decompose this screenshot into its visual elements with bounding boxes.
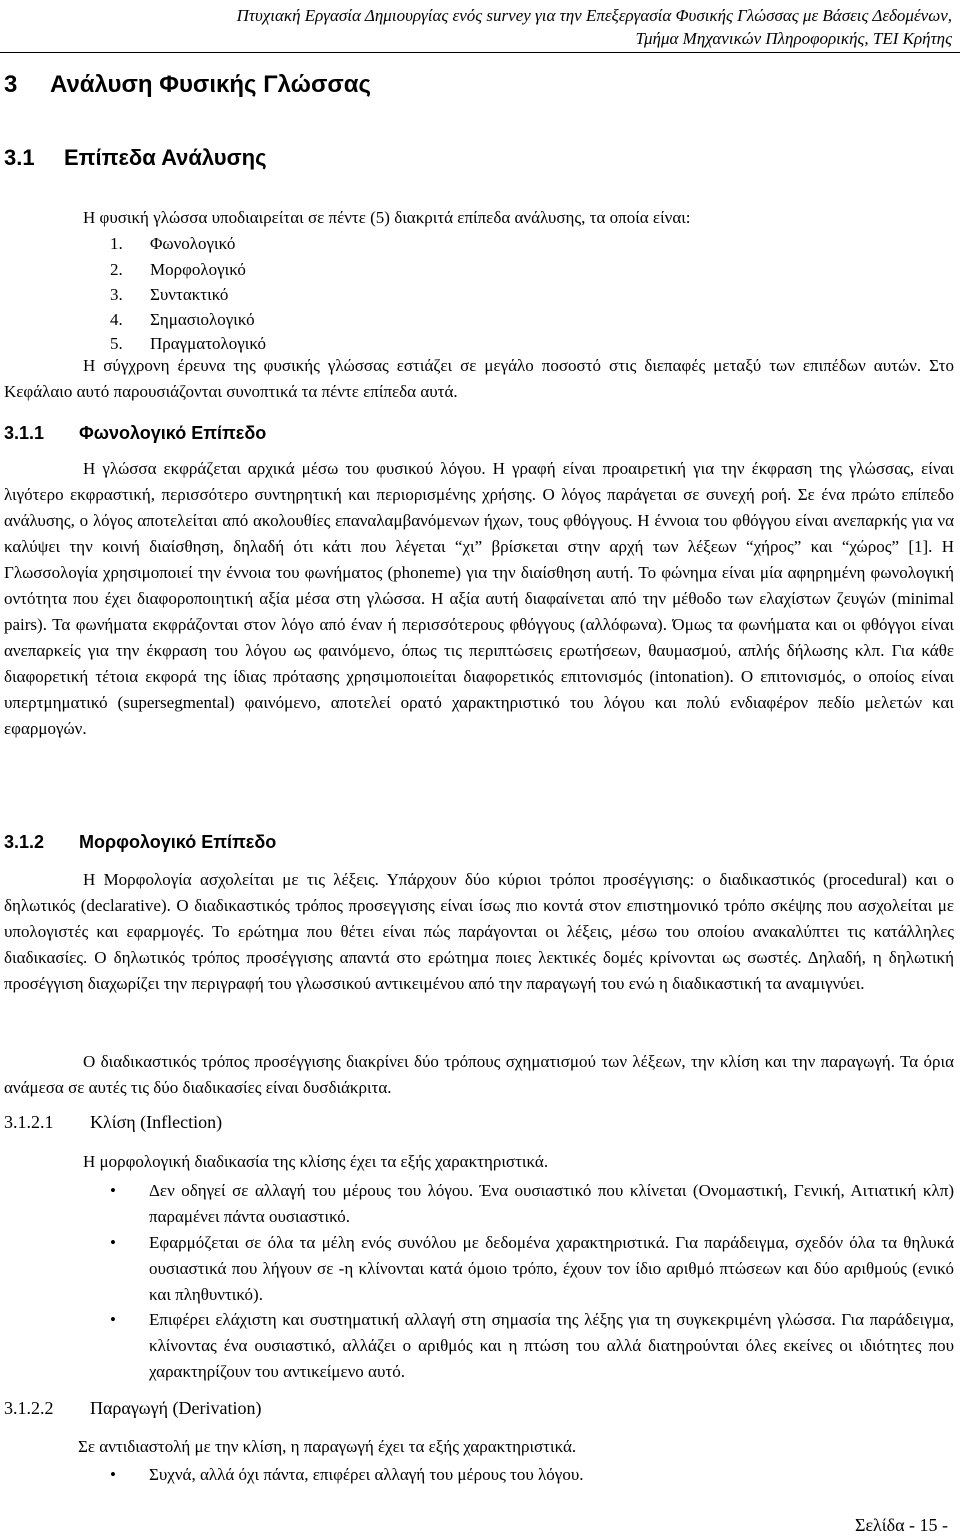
section-3-1-2-1-heading: [4, 1112, 222, 1133]
chapter-title: Ανάλυση Φυσικής Γλώσσας: [50, 71, 372, 98]
derivation-intro: Σε αντιδιαστολή με την κλίση, η παραγωγή έχει τα εξής χαρακτηριστικά.: [78, 1437, 577, 1456]
morphology-paragraph-2: Ο διαδικαστικός τρόπος προσέγγισης διακρίνει δύο τρόπους σχηματισμού των λέξεων, την κλίση και την παραγωγή. Τα όρια ανάμεσα σε αυτές τις δύο διαδικασίες είναι δυσδιάκριτα.: [4, 1052, 954, 1097]
bullet-item: [110, 1462, 954, 1488]
bullet-item: [110, 1307, 954, 1385]
section-3-1-2-heading: [4, 832, 276, 853]
chapter-number: 3: [4, 71, 18, 98]
chapter-heading: [4, 71, 371, 99]
section-title: Επίπεδα Ανάλυσης: [64, 145, 267, 170]
section-number: 3.1.2.1: [4, 1112, 54, 1132]
bullet-text: Συχνά, αλλά όχι πάντα, επιφέρει αλλαγή του μέρους του λόγου.: [149, 1465, 584, 1484]
bullet-item: [110, 1178, 954, 1230]
section-title: Παραγωγή (Derivation): [90, 1398, 262, 1418]
list-label: Πραγματολογικό: [150, 334, 267, 353]
list-number: 5.: [110, 334, 123, 353]
section-title: Φωνολογικό Επίπεδο: [79, 423, 267, 443]
inflection-intro: Η μορφολογική διαδικασία της κλίσης έχει τα εξής χαρακτηριστικά.: [83, 1152, 549, 1171]
section-number: 3.1: [4, 145, 35, 170]
level-list-item: [110, 285, 228, 305]
list-label: Μορφολογικό: [150, 260, 246, 279]
phonology-paragraph: Η γλώσσα εκφράζεται αρχικά μέσω του φυσικού λόγου. Η γραφή είναι προαιρετική για την έκφραση της γλώσσας, είναι λιγότερο εκφραστική, περισσότερο συντηρητική και περιορισμένης χρήσης. Ο λόγος παράγεται σε συνεχή ροή. Σε ένα πρώτο επίπεδο ανάλυσης, ο λόγος αποτελείται από ακολουθίες επαναλαμβανόμενων ήχων, τους φθόγγους. Η έννοια του φθόγγου είναι ανεπαρκής για να καλύψει την κοινή διαίσθηση, δηλαδή ότι κάτι που λέγεται “χι” βρίσκεται στην αρχή των λέξεων “χήρος” και “χώρος” [1]. Η Γλωσσολογία χρησιμοποιεί την έννοια του φωνήματος (phoneme) για την διαίσθηση αυτή. Το φώνημα είναι μία αφηρημένη φωνολογική οντότητα που έχει διαφοροποιητική αξία μέσα στη γλώσσα. Η αξία αυτή διαφαίνεται από την μέθοδο των ελαχίστων ζευγών (minimal pairs). Τα φωνήματα εκφράζονται στον λόγο από έναν ή περισσότερους φθόγγους (αλλόφωνα). Όμως τα φωνήματα και οι φθόγγοι είναι ανεπαρκείς για την έκφραση του λόγου ως φαινόμενο, όπως τις περιπτώσεις ερωτήσεων, θαυμασμού, απλής δήλωσης κλπ. Για κάθε διαφορετική τέτοια εκφορά της ίδιας πρότασης χρησιμοποιείται διαφορετικός επιτονισμός (intonation). Ο επιτονισμός, ο οποίος είναι υπερτμηματικό (supersegmental) φαινόμενο, αποτελεί ορατό χαρακτηριστικό του λόγου και πολύ ενδιαφέρον πεδίο μελετών και εφαρμογών.: [4, 459, 954, 738]
page-header: [237, 4, 952, 50]
header-line-2: Τμήμα Μηχανικών Πληροφορικής, ΤΕΙ Κρήτης: [635, 29, 952, 48]
section-number: 3.1.1: [4, 423, 45, 443]
header-line-1: Πτυχιακή Εργασία Δημιουργίας ενός survey για την Επεξεργασία Φυσικής Γλώσσας με Βάσεις Δεδομένων,: [236, 6, 952, 25]
bullet-text: Εφαρμόζεται σε όλα τα μέλη ενός συνόλου με δεδομένα χαρακτηριστικά. Για παράδειγμα, σχεδόν όλα τα θηλυκά ουσιαστικά που λήγουν σε -η κλίνονται κατά όμοιο τρόπο, έχουν τον ίδιο αριθμό πτώσεων και δύο αριθμούς (ενικό και πληθυντικό).: [149, 1233, 954, 1304]
header-rule: [0, 52, 960, 53]
section-number: 3.1.2.2: [4, 1398, 54, 1418]
list-label: Συντακτικό: [150, 285, 229, 304]
level-list-item: [110, 260, 246, 280]
bullet-text: Δεν οδηγεί σε αλλαγή του μέρους του λόγου. Ένα ουσιαστικό που κλίνεται (Ονομαστική, Γενική, Αιτιατική κλπ) παραμένει πάντα ουσιαστικό.: [149, 1181, 954, 1226]
section-title: Κλίση (Inflection): [90, 1112, 223, 1132]
bullet-item: [110, 1230, 954, 1308]
list-label: Φωνολογικό: [150, 234, 236, 253]
section-title: Μορφολογικό Επίπεδο: [79, 832, 277, 852]
bullet-icon: •: [110, 1310, 116, 1329]
level-list-item: [110, 234, 235, 254]
level-list-item: [110, 310, 255, 330]
bullet-icon: •: [110, 1233, 116, 1252]
bullet-icon: •: [110, 1181, 116, 1200]
levels-paragraph: Η σύγχρονη έρευνα της φυσικής γλώσσας εστιάζει σε μεγάλο ποσοστό στις διεπαφές μεταξύ των επιπέδων αυτών. Στο Κεφάλαιο αυτό παρουσιάζονται συνοπτικά τα πέντε επίπεδα αυτά.: [4, 356, 954, 401]
page-number: Σελίδα - 15 -: [854, 1515, 948, 1535]
list-number: 3.: [110, 285, 123, 304]
intro-paragraph: Η φυσική γλώσσα υποδιαιρείται σε πέντε (5) διακριτά επίπεδα ανάλυσης, τα οποία είναι:: [83, 208, 691, 227]
level-list-item: [110, 334, 266, 354]
section-number: 3.1.2: [4, 832, 45, 852]
morphology-paragraph-1: Η Μορφολογία ασχολείται με τις λέξεις. Υπάρχουν δύο κύριοι τρόποι προσέγγισης: ο διαδικαστικός (procedural) και ο δηλωτικός (declarative). Ο διαδικαστικός τρόπος προσεγγισης είναι ίσως πιο κοντά στον επιστημονικό τρόπο σκέψης που ασχολείται με υπολογιστές και εφαρμογές. Το ερώτημα που θέτει είναι πώς παράγονται οι λέξεις, μέσω του οποίου ανακαλύπτει τις κατάλληλες διαδικασίες. Ο δηλωτικός τρόπος προσέγγισης απαντά στο ερώτημα ποιες λεκτικές δομές κρίνονται ως σωστές. Δηλαδή, η δηλωτική προσέγγιση διαχωρίζει την περιγραφή του γλωσσικού αντικειμένου από την παραγωγή του ενώ η διαδικαστική τα αναμιγνύει.: [4, 870, 954, 993]
list-label: Σημασιολογικό: [150, 310, 255, 329]
list-number: 2.: [110, 260, 123, 279]
section-3-1-heading: [4, 145, 267, 171]
section-3-1-1-heading: [4, 423, 266, 444]
list-number: 1.: [110, 234, 123, 253]
section-3-1-2-2-heading: [4, 1398, 261, 1419]
bullet-icon: •: [110, 1465, 116, 1484]
list-number: 4.: [110, 310, 123, 329]
bullet-text: Επιφέρει ελάχιστη και συστηματική αλλαγή στη σημασία της λέξης για τη συγκεκριμένη γλώσσα. Για παράδειγμα, κλίνοντας ένα ουσιαστικό, αλλάζει ο αριθμός και η πτώση του αλλά διατηρούνται όλες εκείνες οι ιδιότητες που χαρακτηρίζουν του αντικείμενο αυτό.: [149, 1310, 954, 1381]
